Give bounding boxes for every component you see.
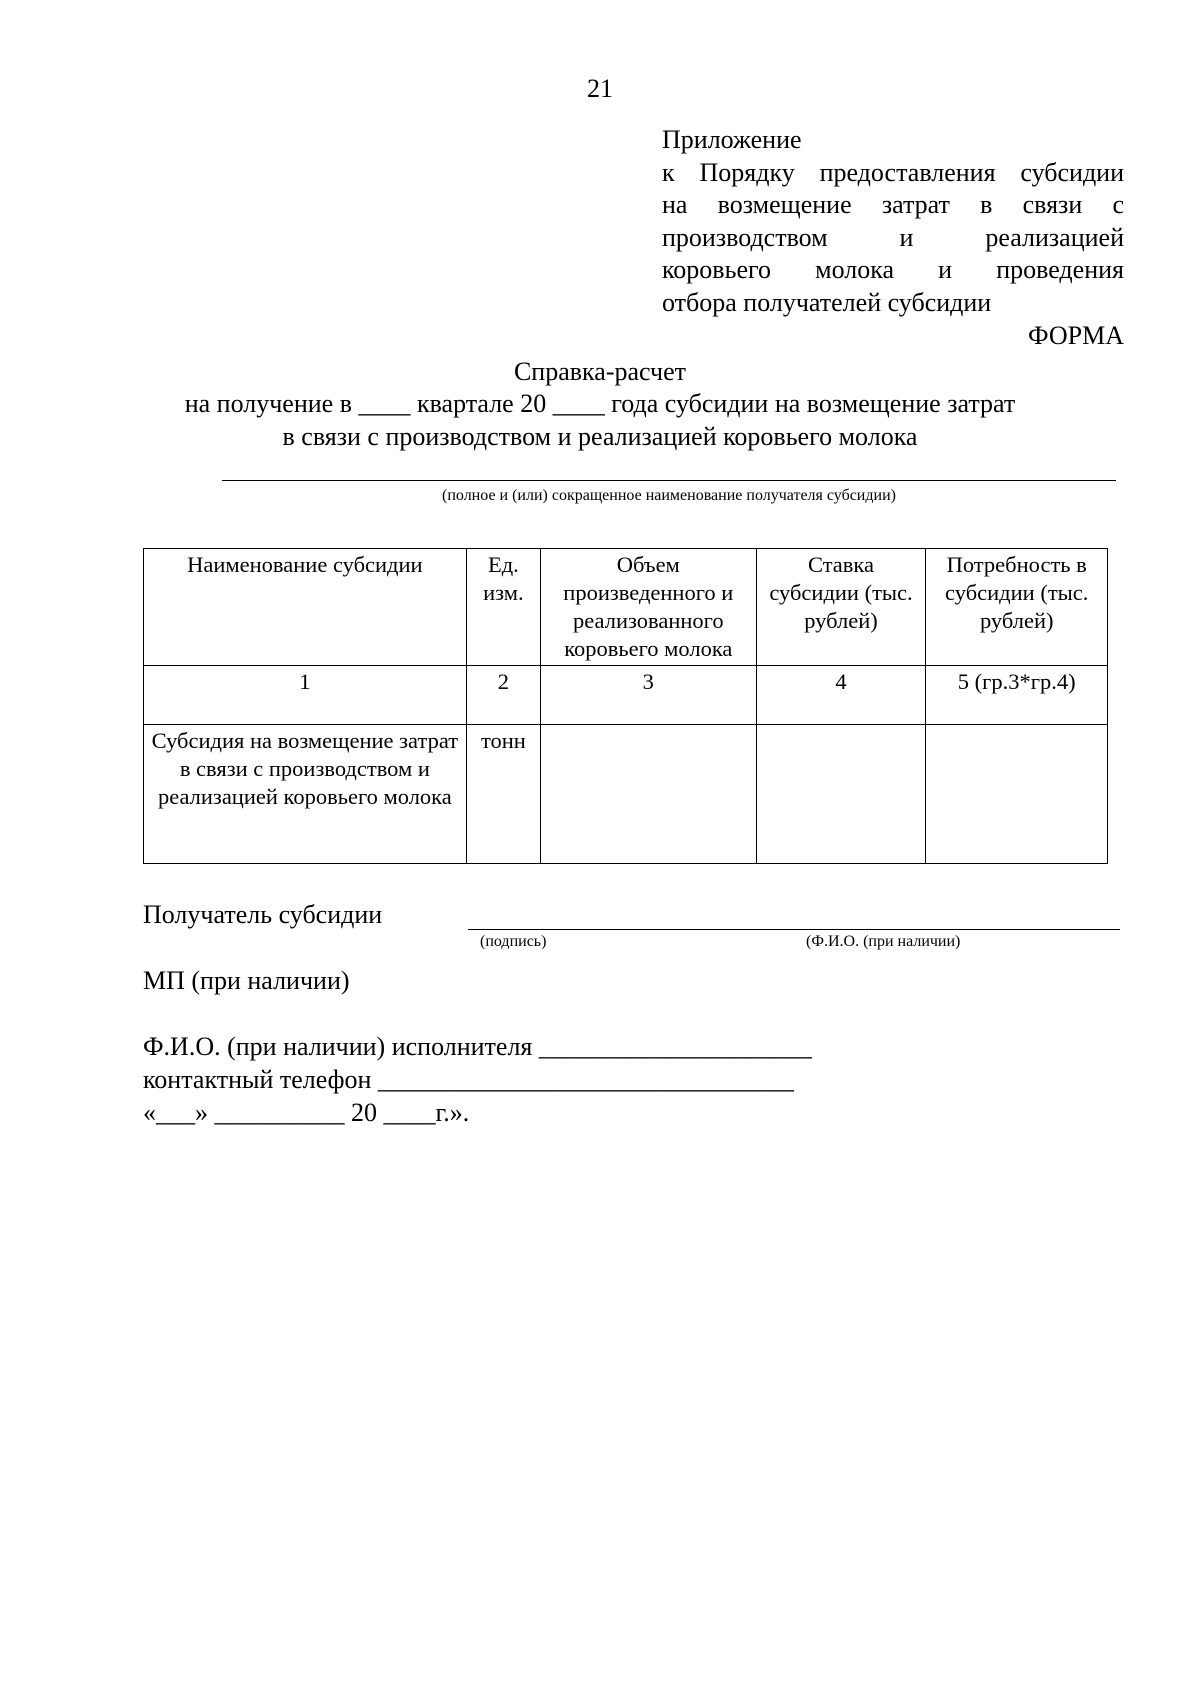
volume-cell[interactable] — [541, 725, 757, 864]
table-number-row — [144, 666, 1108, 725]
annex-line: к Порядку предоставления субсидии — [662, 157, 1124, 187]
annex-block — [662, 124, 1124, 319]
recipient-name-line[interactable] — [222, 480, 1116, 481]
signature-line[interactable] — [468, 929, 1120, 930]
annex-line: коровьего молока и проведения — [662, 255, 1124, 284]
annex-line: отбора получателей субсидии — [662, 287, 992, 317]
signature-caption: (подпись) — [480, 933, 547, 950]
form-label: ФОРМА — [1028, 321, 1124, 350]
annex-line: производством и реализацией — [662, 222, 1124, 252]
table-header-cell: Ед. изм. — [466, 549, 540, 666]
subsidy-table — [143, 548, 1108, 864]
need-cell[interactable] — [926, 725, 1108, 864]
document-title: Справка-расчет — [513, 357, 687, 386]
document-subtitle-line-2: в связи с производством и реализацией коровьего молока — [282, 422, 918, 451]
date-field[interactable]: «___» __________ 20 ____г.». — [143, 1098, 470, 1127]
document-subtitle-line-1: на получение в ____ квартале 20 ____ года субсидии на возмещение затрат — [184, 389, 1016, 418]
table-header-cell: Потребность в субсидии (тыс. рублей) — [926, 549, 1108, 666]
recipient-label: Получатель субсидии — [143, 900, 383, 929]
table-header-row — [144, 549, 1108, 666]
column-number-cell: 1 — [144, 666, 467, 725]
executor-field[interactable]: Ф.И.О. (при наличии) исполнителя _____________________ — [143, 1032, 812, 1061]
rate-cell[interactable] — [756, 725, 926, 864]
page-number: 21 — [587, 74, 613, 103]
subsidy-name-cell: Субсидия на возмещение затрат в связи с производством и реализацией коровьего молока — [144, 725, 467, 864]
table-header-cell: Наименование субсидии — [144, 549, 467, 666]
annex-line: на возмещение затрат в связи с — [662, 190, 1124, 219]
table-header-cell: Ставка субсидии (тыс. рублей) — [756, 549, 926, 666]
name-caption: (Ф.И.О. (при наличии) — [806, 933, 961, 950]
unit-cell: тонн — [466, 725, 540, 864]
annex-line: Приложение — [662, 125, 802, 154]
recipient-name-caption: (полное и (или) сокращенное наименование получателя субсидии) — [442, 487, 896, 504]
column-number-cell: 5 (гр.3*гр.4) — [926, 666, 1108, 725]
phone-field[interactable]: контактный телефон ________________________________ — [143, 1065, 794, 1094]
table-header-cell: Объем произведенного и реализованного коровьего молока — [541, 549, 757, 666]
column-number-cell: 3 — [541, 666, 757, 725]
stamp-label: МП (при наличии) — [143, 966, 350, 995]
table-row — [144, 725, 1108, 864]
column-number-cell: 2 — [466, 666, 540, 725]
column-number-cell: 4 — [756, 666, 926, 725]
